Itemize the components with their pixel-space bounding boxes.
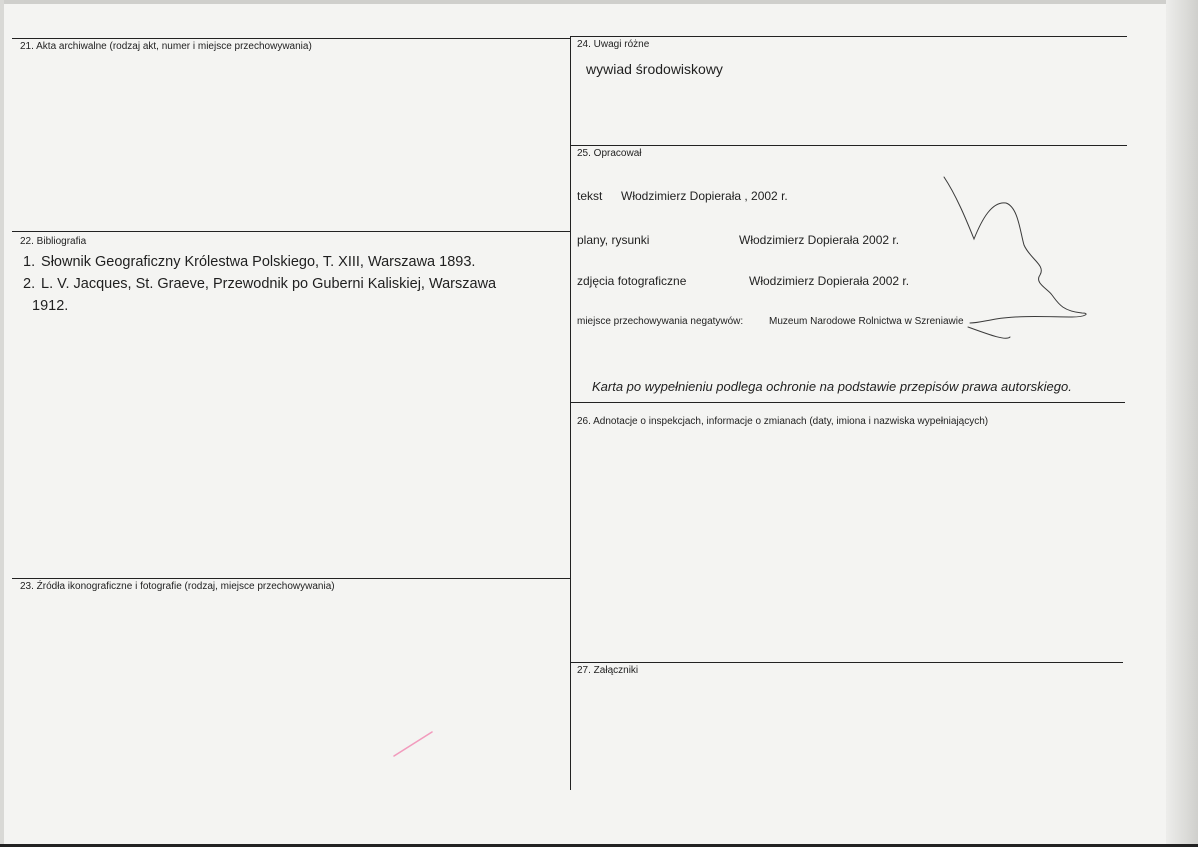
scan-top-edge xyxy=(0,0,1198,4)
section-27-label: 27. Załączniki xyxy=(577,665,639,676)
section-22-rule xyxy=(12,231,571,232)
author-plans-label: plany, rysunki xyxy=(577,233,650,247)
author-photos-value: Włodzimierz Dopierała 2002 r. xyxy=(749,274,910,288)
section-24-label: 24. Uwagi różne xyxy=(577,39,650,50)
author-text-label: tekst xyxy=(577,189,603,203)
section-26-label: 26. Adnotacje o inspekcjach, informacje o zmianach (daty, imiona i nazwiska wypełniających) xyxy=(577,416,989,427)
section-24-value: wywiad środowiskowy xyxy=(586,61,723,77)
section-21-label: 21. Akta archiwalne (rodzaj akt, numer i miejsce przechowywania) xyxy=(20,41,312,52)
bibliography-item-number: 1. xyxy=(23,254,36,270)
author-plans-value: Włodzimierz Dopierała 2002 r. xyxy=(739,233,900,247)
negatives-location-value: Muzeum Narodowe Rolnictwa w Szreniawie xyxy=(769,316,964,327)
bibliography-item-text: L. V. Jacques, St. Graeve, Przewodnik po Guberni Kaliskiej, Warszawa xyxy=(41,276,497,292)
section-21-rule xyxy=(12,38,571,39)
bibliography-item-text: Słownik Geograficzny Królestwa Polskiego, T. XIII, Warszawa 1893. xyxy=(41,254,476,270)
section-24-rule xyxy=(571,36,1127,37)
section-25-label: 25. Opracował xyxy=(577,148,642,159)
section-23-rule xyxy=(12,578,571,579)
bibliography-list xyxy=(23,251,543,317)
bibliography-item-number: 2. xyxy=(23,276,36,292)
section-26-rule xyxy=(571,402,1125,403)
scan-right-edge xyxy=(1166,0,1198,847)
section-22-label: 22. Bibliografia xyxy=(20,236,87,247)
section-27-rule xyxy=(571,662,1123,663)
author-photos-label: zdjęcia fotograficzne xyxy=(577,274,687,288)
section-25-rule xyxy=(571,145,1127,146)
bibliography-item-continuation: 1912. xyxy=(32,298,69,314)
negatives-location-label: miejsce przechowywania negatywów: xyxy=(577,316,744,327)
copyright-note: Karta po wypełnieniu podlega ochronie na podstawie przepisów prawa autorskiego. xyxy=(592,379,1072,394)
bibliography-item xyxy=(23,273,543,295)
section-23-label: 23. Źródła ikonograficzne i fotografie (rodzaj, miejsce przechowywania) xyxy=(20,581,335,592)
pink-pen-mark xyxy=(392,730,436,758)
bibliography-item xyxy=(23,251,543,273)
scan-left-edge xyxy=(0,0,4,847)
handwritten-signature xyxy=(930,175,1100,345)
author-text-value: Włodzimierz Dopierała , 2002 r. xyxy=(621,189,788,203)
column-divider xyxy=(570,36,571,790)
